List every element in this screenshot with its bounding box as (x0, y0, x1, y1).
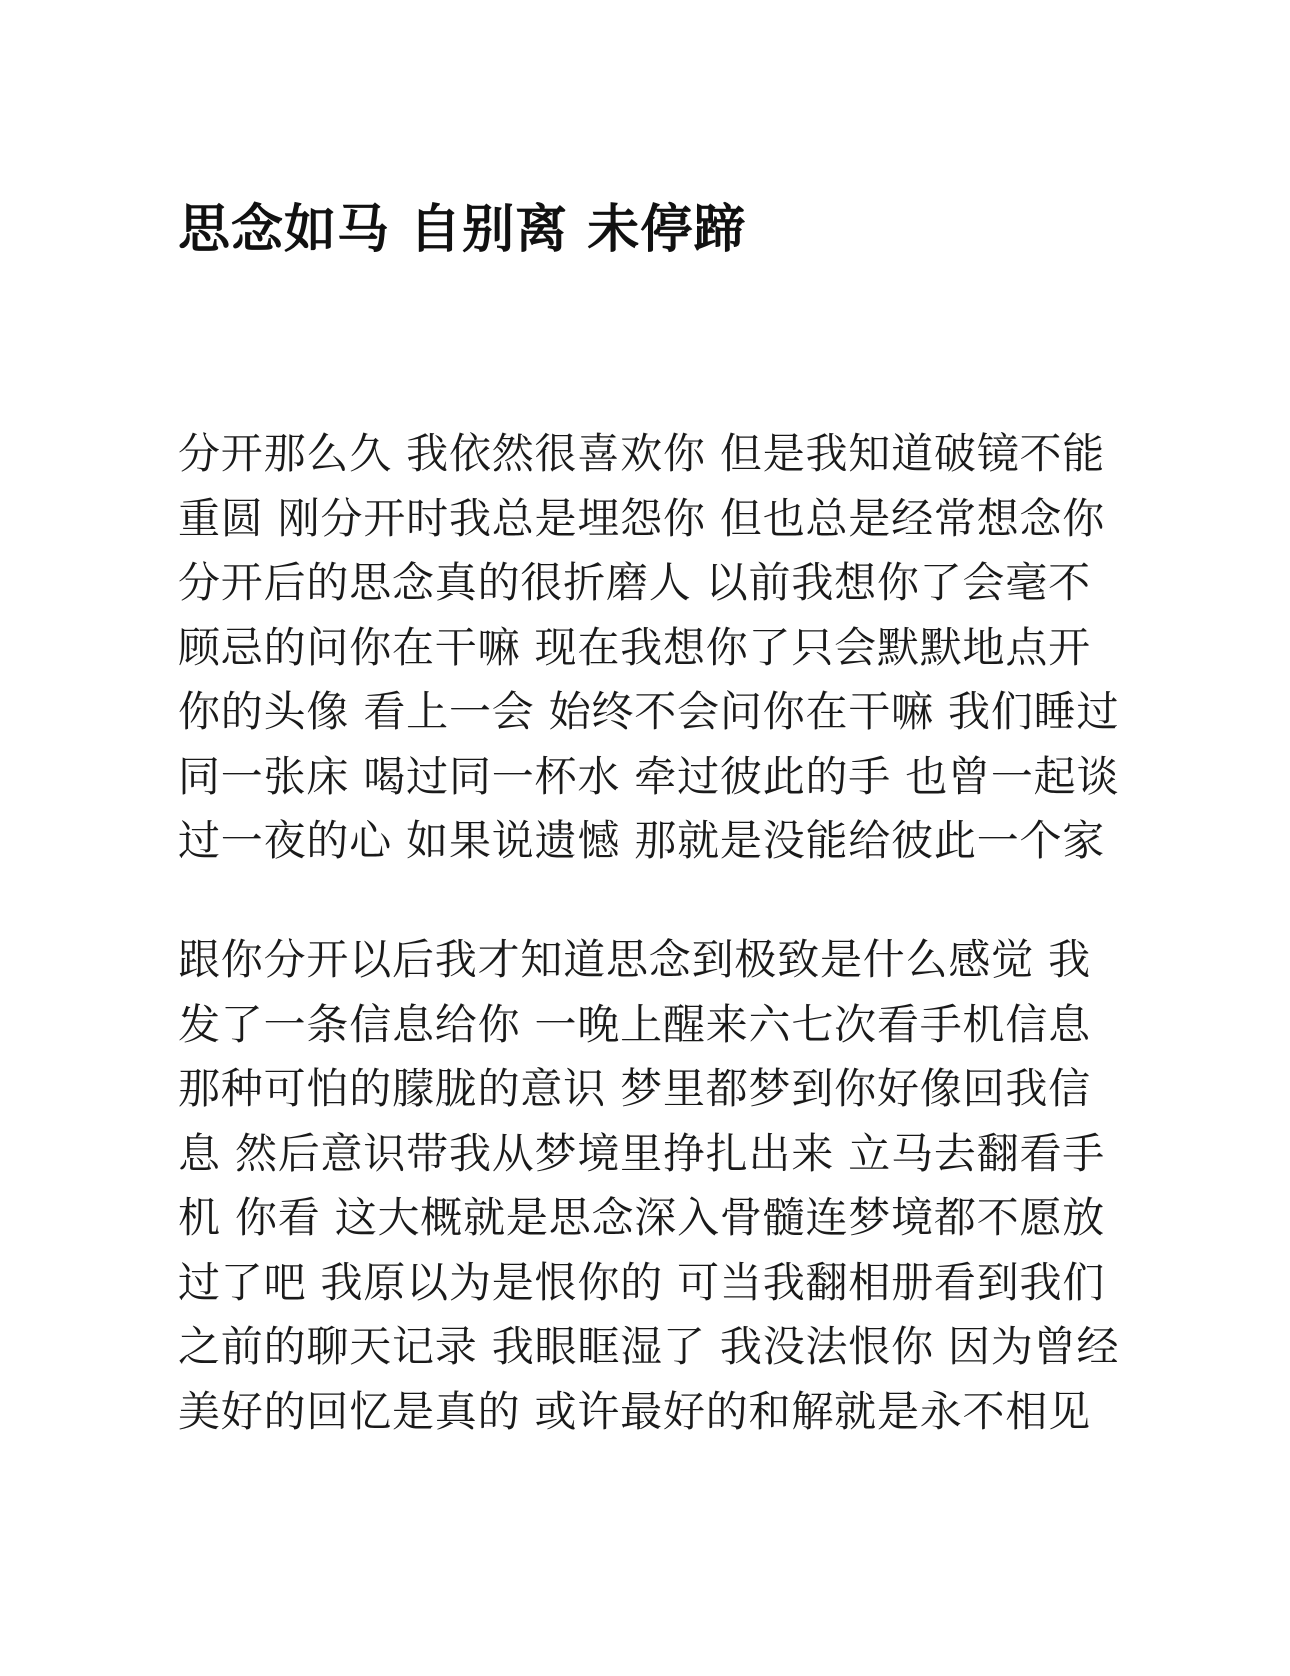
page-title: 思念如马 自别离 未停蹄 (178, 200, 747, 260)
text-line: 顾忌的问你在干嘛 现在我想你了只会默默地点开 (178, 622, 1091, 672)
text-line: 之前的聊天记录 我眼眶湿了 我没法恨你 因为曾经 (178, 1322, 1120, 1371)
text-line: 息 然后意识带我从梦境里挣扎出来 立马去翻看手 (178, 1128, 1106, 1178)
text-line: 机 你看 这大概就是思念深入骨髓连梦境都不愿放 (178, 1193, 1106, 1242)
text-line: 过一夜的心 如果说遗憾 那就是没能给彼此一个家 (178, 816, 1106, 865)
text-line: 分开后的思念真的很折磨人 以前我想你了会毫不 (178, 558, 1091, 607)
text-line: 跟你分开以后我才知道思念到极致是什么感觉 我 (178, 935, 1091, 984)
paragraph-1 (178, 422, 1138, 874)
text-line: 美好的回忆是真的 或许最好的和解就是永不相见 (178, 1386, 1091, 1436)
text-line: 你的头像 看上一会 始终不会问你在干嘛 我们睡过 (178, 687, 1120, 736)
paragraph-2 (178, 928, 1138, 1444)
text-line: 重圆 刚分开时我总是埋怨你 但也总是经常想念你 (178, 493, 1106, 543)
text-line: 同一张床 喝过同一杯水 牵过彼此的手 也曾一起谈 (178, 751, 1120, 801)
text-line: 过了吧 我原以为是恨你的 可当我翻相册看到我们 (178, 1257, 1106, 1307)
text-line: 分开那么久 我依然很喜欢你 但是我知道破镜不能 (178, 429, 1106, 478)
text-line: 发了一条信息给你 一晚上醒来六七次看手机信息 (178, 999, 1091, 1049)
text-line: 那种可怕的朦胧的意识 梦里都梦到你好像回我信 (178, 1064, 1091, 1113)
